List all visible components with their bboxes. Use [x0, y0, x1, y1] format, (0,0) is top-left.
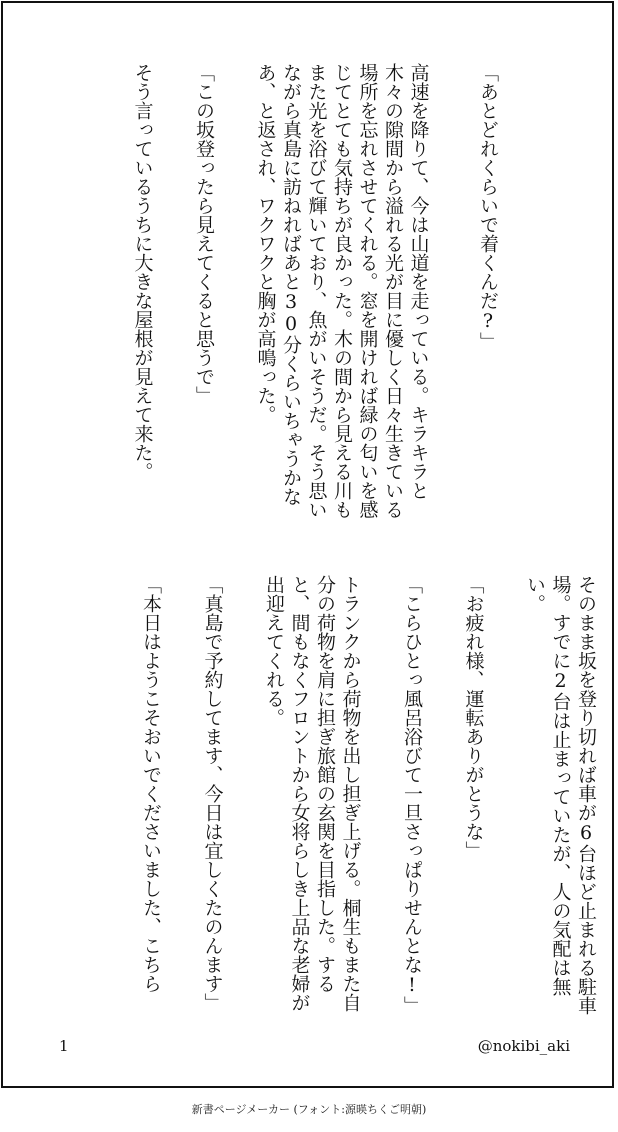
paragraph: トランクから荷物を出し担ぎ上げる。桐生もまた自分の荷物を肩に担ぎ旅館の玄関を目指した。すると、間もなくフロントから女将らしき上品な老婦が出迎えてくれる。: [263, 575, 362, 1012]
top-text-block: [20, 63, 500, 523]
paragraph: 「真島で予約してます、今日は宜しくたのんます」: [201, 575, 224, 1012]
page-frame: [1, 1, 614, 1088]
paragraph: 「お疲れ様、運転ありがとうな」: [462, 575, 485, 860]
paragraph: 「あとどれくらいで着くんだ?」: [477, 63, 499, 351]
paragraph: 「本日はようこそおいでくださいました、こちら: [140, 575, 162, 993]
paragraph: そう言っているうちに大きな屋根が見えて来た。: [131, 63, 154, 481]
generator-credit: 新書ページメーカー (フォント:源暎ちくご明朝): [191, 1103, 427, 1116]
author-handle: @nokibi_aki: [477, 1037, 570, 1055]
bottom-text-block: [38, 575, 598, 1030]
paragraph: 高速を降りて、今は山道を走っている。キラキラと木々の隙間から溢れる光が目に優しく日々生きている場所を忘れさせてくれる。窓を開ければ緑の匂いを感じてとても気持ちが良かった。木の間から見える川もまた光を浴びて輝いており、魚がいそうだ。そう思いながら真島に訪ねればあと30分くらいちゃうかなあ、と返され、ワクワクと胸が高鳴った。: [254, 63, 430, 519]
paragraph: 「この坂登ったら見えてくると思うで」: [193, 63, 215, 405]
paragraph: そのまま坂を登り切れば車が6台ほど止まれる駐車場。すでに2台は止まっていたが、人の気配は無い。: [524, 575, 597, 1015]
page-number: 1: [59, 1037, 69, 1055]
paragraph: 「こらひとっ風呂浴びて一旦さっぱりせんとな!」: [401, 575, 423, 1015]
